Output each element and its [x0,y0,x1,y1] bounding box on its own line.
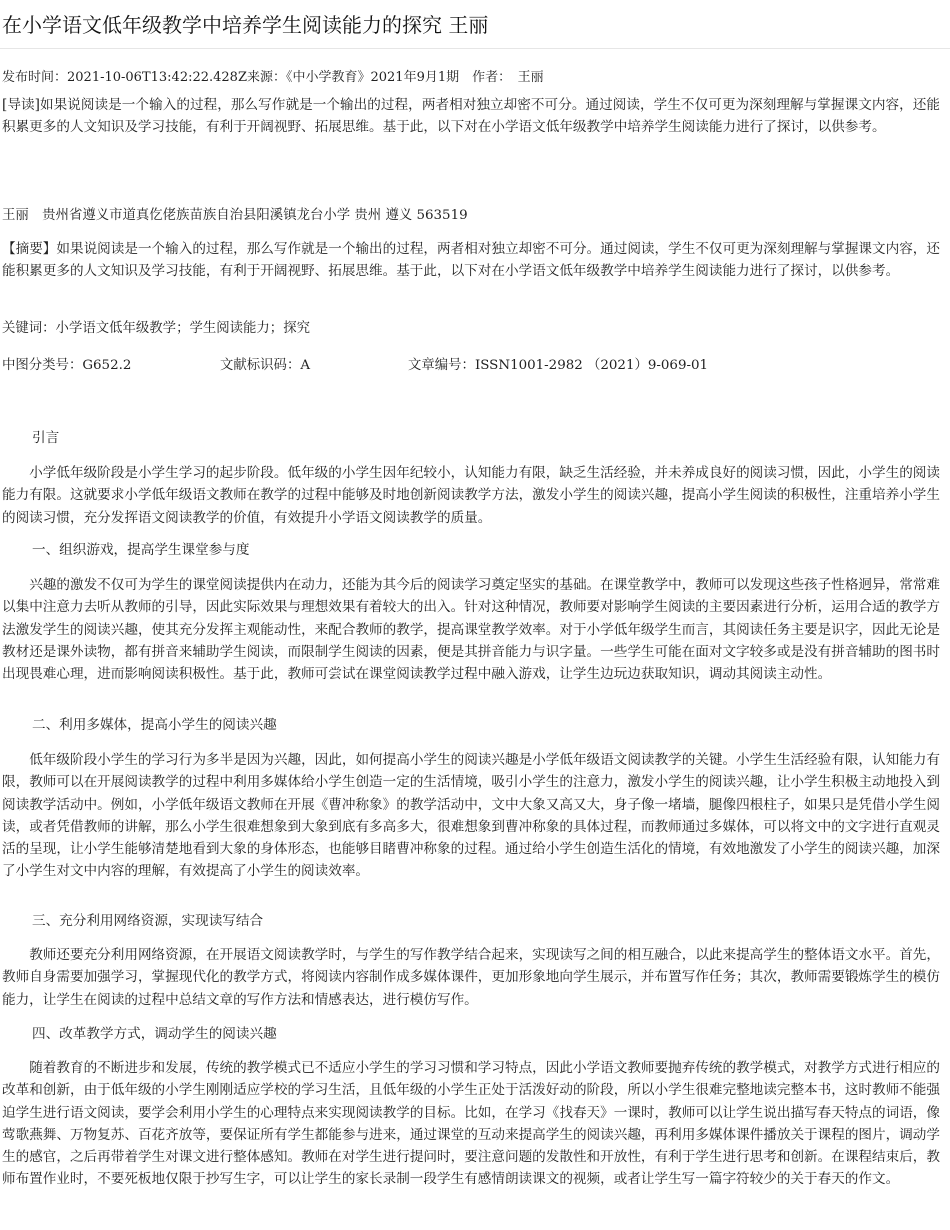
section-heading-1: 一、组织游戏，提高学生课堂参与度 [32,542,250,558]
document-code: 文献标识码：A [220,358,311,373]
section-1-paragraph: 兴趣的激发不仅可为学生的课堂阅读提供内在动力，还能为其今后的阅读学习奠定坚实的基础。在课堂教学中，教师可以发现这些孩子性格迥异，常常难以集中注意力去听从教师的引导，因此实际效果与理想效果有着较大的出入。针对这种情况，教师要对影响学生阅读的主要因素进行分析，运用合适的教学方法激发学生的阅读兴趣，使其充分发挥主观能动性，来配合教师的教学，提高课堂教学效率。对于小学低年级学生而言，其阅读任务主要是识字，因此无论是教材还是课外读物，都有拼音来辅助学生阅读，而限制学生阅读的因素，便是其拼音能力与识字量。一些学生可能在面对文字较多或是没有拼音辅助的图书时出现畏难心理，进而影响阅读积极性。基于此，教师可尝试在课堂阅读教学过程中融入游戏，让学生边玩边获取知识，调动其阅读主动性。 [2,577,940,683]
intro-paragraph: 小学低年级阶段是小学生学习的起步阶段。低年级的小学生因年纪较小，认知能力有限，缺乏生活经验，并未养成良好的阅读习惯，因此，小学生的阅读能力有限。这就要求小学低年级语文教师在教学的过程中能够及时地创新阅读教学方法，激发小学生的阅读兴趣，提高小学生阅读的积极性，注重培养小学生的阅读习惯，充分发挥语文阅读教学的价值，有效提升小学语文阅读教学的质量。 [2,465,940,526]
clc-number: 中图分类号：G652.2 [2,358,132,373]
abstract-paragraph: 【摘要】如果说阅读是一个输入的过程，那么写作就是一个输出的过程，两者相对独立却密不可分。通过阅读，学生不仅可更为深刻理解与掌握课文内容，还能积累更多的人文知识及学习技能，有利于开阔视野、拓展思维。基于此，以下对在小学语文低年级教学中培养学生阅读能力进行了探讨，以供参考。 [2,241,940,280]
author-affiliation: 王丽 贵州省遵义市道真仡佬族苗族自治县阳溪镇龙台小学 贵州 遵义 563519 [2,208,468,223]
section-3-paragraph: 教师还要充分利用网络资源，在开展语文阅读教学时，与学生的写作教学结合起来，实现读写之间的相互融合，以此来提高学生的整体语文水平。首先，教师自身需要加强学习，掌握现代化的教学方式，将阅读内容制作成多媒体课件，更加形象地向学生展示，并布置写作任务；其次，教师需要锻炼学生的模仿能力，让学生在阅读的过程中总结文章的写作方法和情感表达，进行模仿写作。 [2,947,940,1008]
article-number: 文章编号：ISSN1001-2982 （2021）9-069-01 [408,358,709,373]
publish-meta: 发布时间：2021-10-06T13:42:22.428Z来源：《中小学教育》2021年9月1期 作者： 王丽 [2,70,544,85]
section-4-paragraph: 随着教育的不断进步和发展，传统的教学模式已不适应小学生的学习习惯和学习特点，因此小学语文教师要抛弃传统的教学模式，对教学方式进行相应的改革和创新，由于低年级的小学生刚刚适应学校的学习生活，且低年级的小学生正处于活泼好动的阶段，所以小学生很难完整地读完整本书，这时教师不能强迫学生进行语文阅读，要学会利用小学生的心理特点来实现阅读教学的目标。比如，在学习《找春天》一课时，教师可以让学生说出描写春天特点的词语，像莺歌燕舞、万物复苏、百花齐放等，要保证所有学生都能参与进来，通过课堂的互动来提高学生的阅读兴趣，再利用多媒体课件播放关于课程的图片，调动学生的感官，之后再带着学生对课文进行整体感知。教师在对学生进行提问时，要注意问题的发散性和开放性，有利于学生进行思考和创新。在课程结束后，教师布置作业时，不要死板地仅限于抄写生字，可以让学生的家长录制一段学生有感情朗读课文的视频，或者让学生写一篇字符较少的关于春天的作文。 [2,1060,940,1188]
section-heading-intro: 引言 [32,430,60,446]
keywords: 关键词：小学语文低年级教学；学生阅读能力；探究 [2,321,310,336]
section-2-paragraph: 低年级阶段小学生的学习行为多半是因为兴趣，因此，如何提高小学生的阅读兴趣是小学低年级语文阅读教学的关键。小学生生活经验有限，认知能力有限，教师可以在开展阅读教学的过程中利用多媒体给小学生创造一定的生活情境，吸引小学生的注意力，激发小学生的阅读兴趣，让小学生积极主动地投入到阅读教学活动中。例如，小学低年级语文教师在开展《曹冲称象》的教学活动中，文中大象又高又大，身子像一堵墙，腿像四根柱子，如果只是凭借小学生阅读，或者凭借教师的讲解，那么小学生很难想象到大象到底有多高多大，很难想象到曹冲称象的具体过程，而教师通过多媒体，可以将文中的文字进行直观灵活的呈现，让小学生能够清楚地看到大象的身体形态，也能够目睹曹冲称象的过程。通过给小学生创造生活化的情境，有效地激发了小学生的阅读兴趣，加深了小学生对文中内容的理解，有效提高了小学生的阅读效率。 [2,752,940,880]
article-title: 在小学语文低年级教学中培养学生阅读能力的探究 王丽 [2,13,489,37]
section-heading-3: 三、充分利用网络资源，实现读写结合 [32,913,264,929]
section-heading-2: 二、利用多媒体，提高小学生的阅读兴趣 [32,717,277,733]
section-heading-4: 四、改革教学方式，调动学生的阅读兴趣 [32,1026,277,1042]
guide-paragraph: [导读]如果说阅读是一个输入的过程，那么写作就是一个输出的过程，两者相对独立却密不可分。通过阅读，学生不仅可更为深刻理解与掌握课文内容，还能积累更多的人文知识及学习技能，有利于开阔视野、拓展思维。基于此，以下对在小学语文低年级教学中培养学生阅读能力进行了探讨，以供参考。 [2,97,940,136]
title-divider [0,48,950,49]
